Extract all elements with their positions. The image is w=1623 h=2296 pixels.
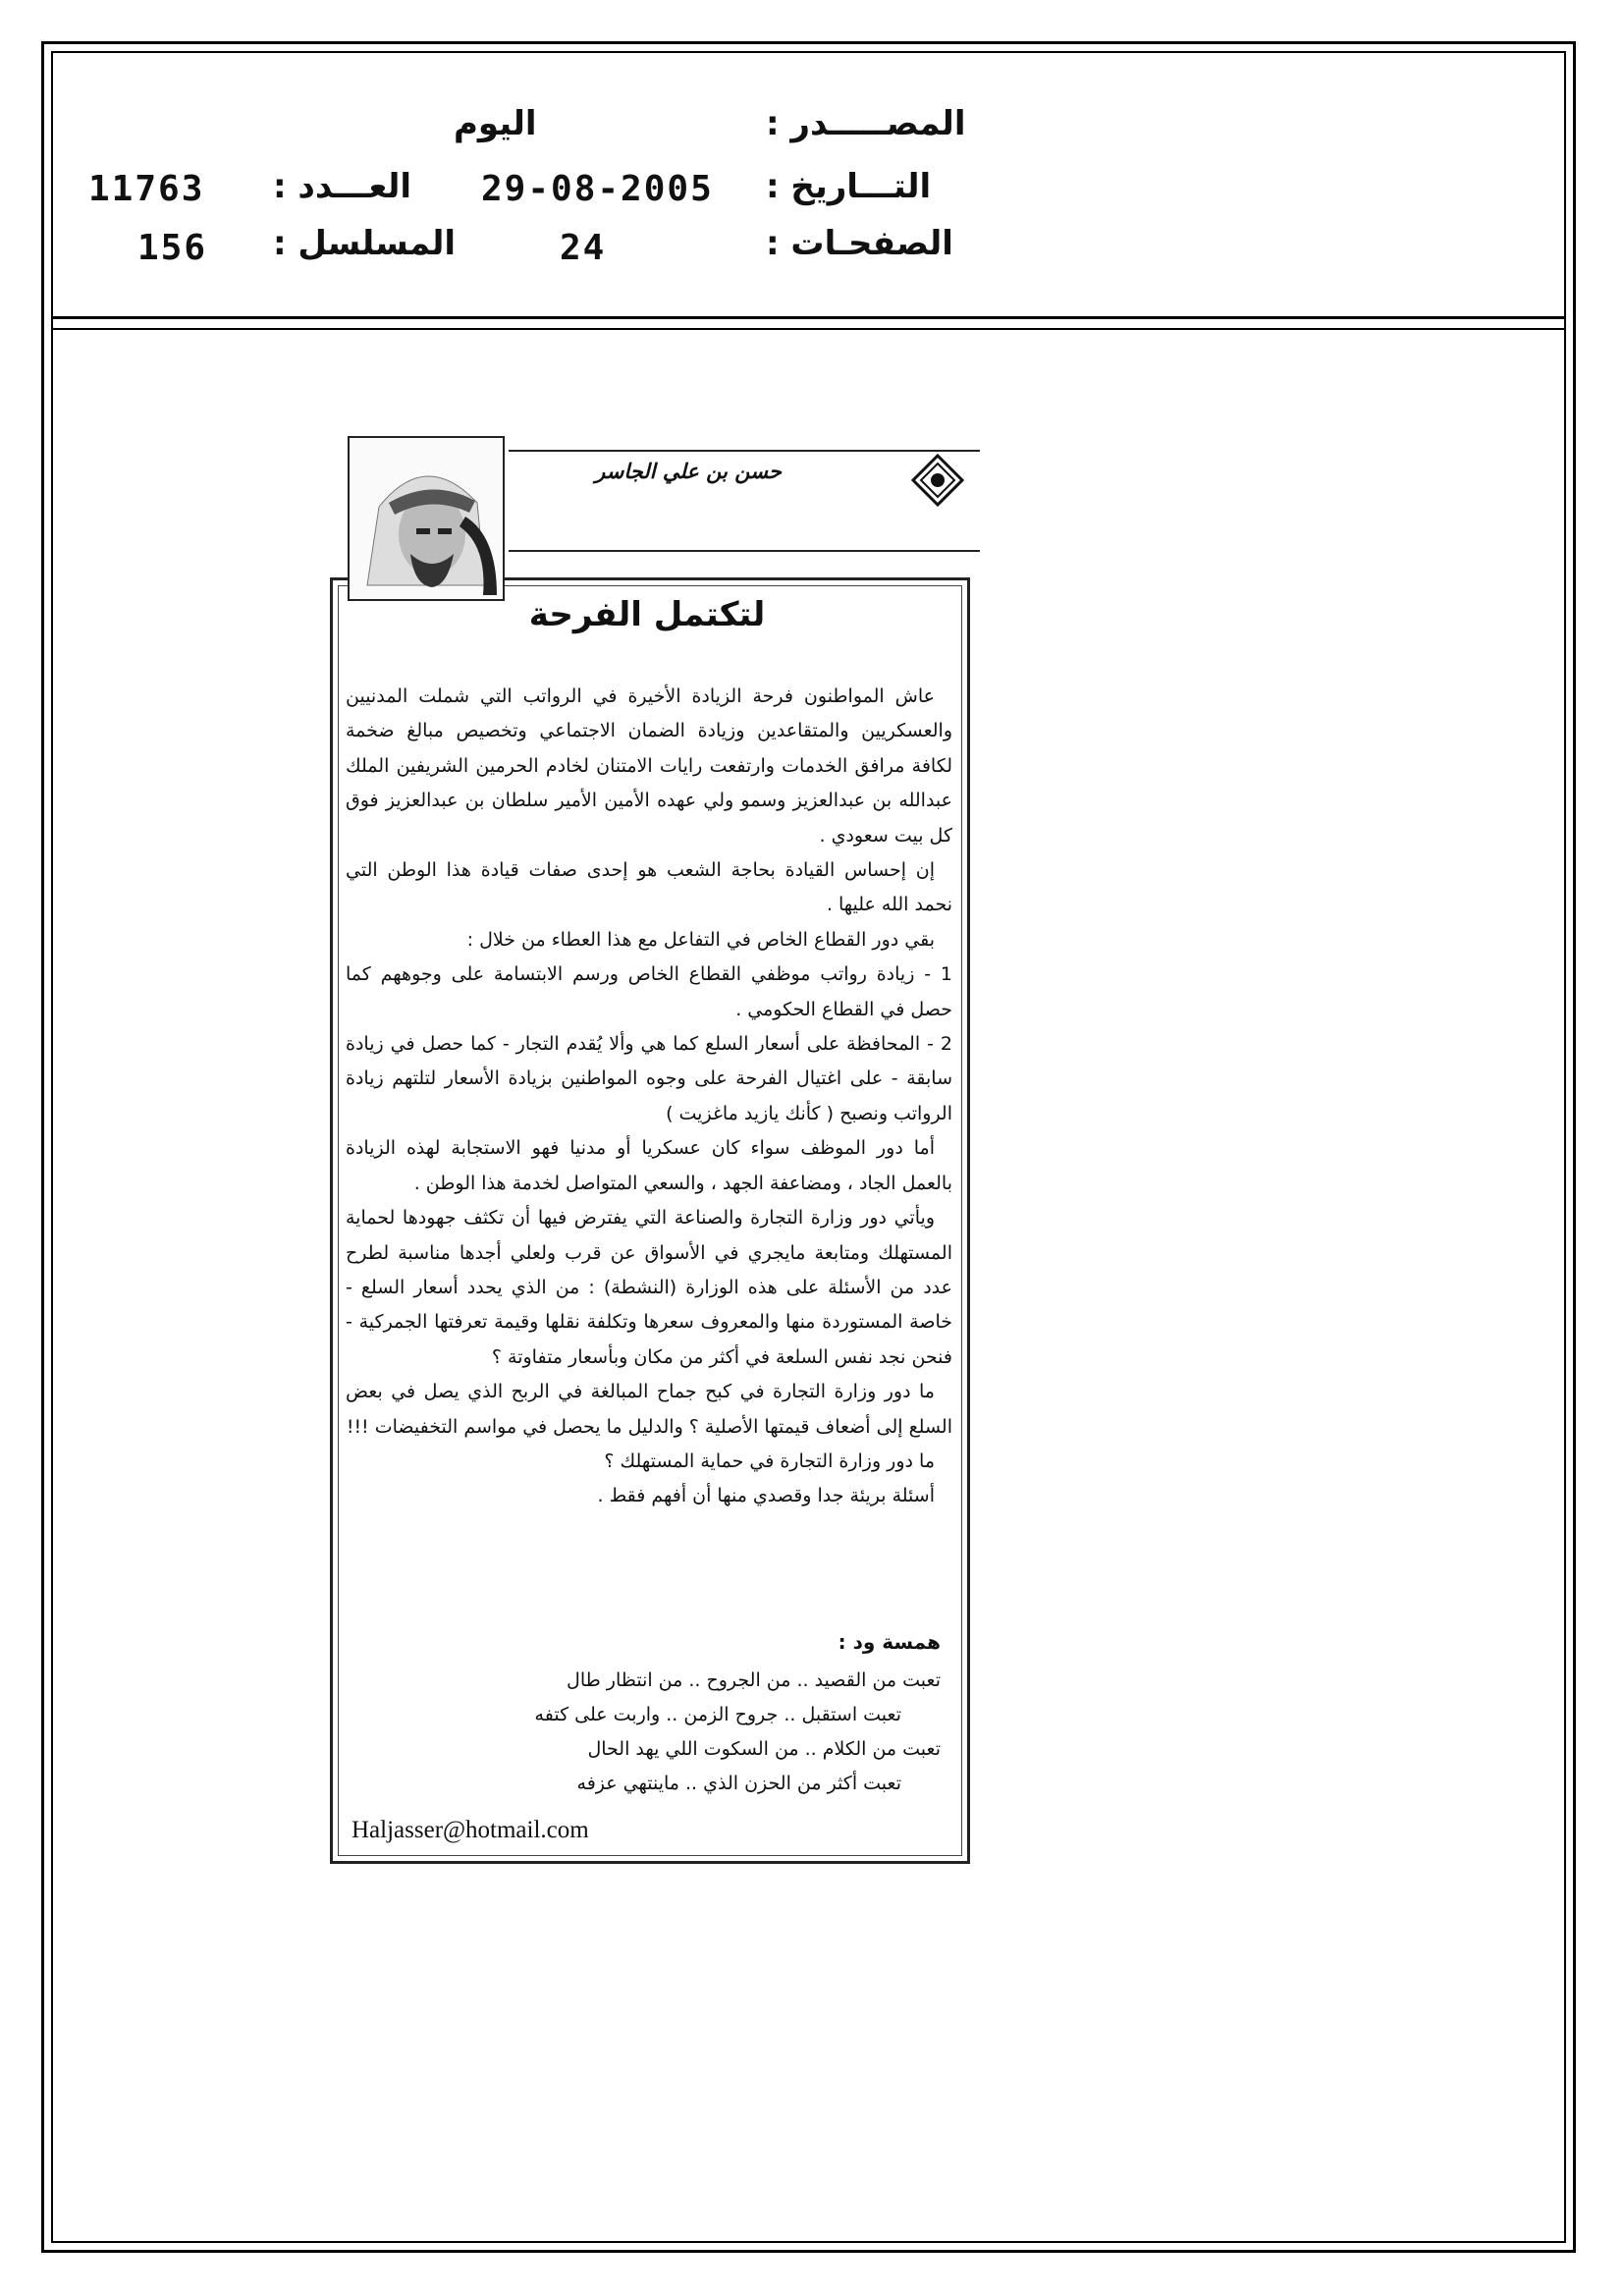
poem-line: تعبت استقبل .. جروح الزمن .. واربت على كتفه [534, 1704, 901, 1725]
source-value: اليوم [454, 104, 537, 143]
poem [346, 1664, 941, 1801]
article-title: لتكتمل الفرحة [528, 595, 766, 634]
source-label: المصـــــدر : [766, 104, 966, 143]
newspaper-clipping [312, 420, 980, 1874]
date-value: 29-08-2005 [481, 169, 714, 209]
author-portrait-icon [350, 438, 503, 599]
author-name: حسن بن علي الجاسر [595, 460, 782, 483]
paragraph: ما دور وزارة التجارة في حماية المستهلك ؟ [604, 1449, 935, 1472]
author-photo [348, 436, 505, 601]
paragraph: ما دور وزارة التجارة في كبح جماح المبالغة في الربح الذي يصل في بعض السلع إلى أضعاف قيمتها الأصلية ؟ والدليل ما يحصل في مواسم التخفيضات !!! [346, 1381, 952, 1438]
header-divider [51, 316, 1566, 319]
pages-value: 24 [560, 228, 607, 268]
paragraph: 2 - المحافظة على أسعار السلع كما هي وألا يُقدم التجار - كما حصل في زيادة سابقة - على اغتيال الفرحة على وجوه المواطنين بزيادة الأسعار لتلتهم زيادة الرواتب ونصبح ( كأنك يازيد ماغزيت ) [346, 1033, 952, 1124]
serial-label: المسلسل : [273, 224, 457, 263]
paragraph: أسئلة بريئة جدا وقصدي منها أن أفهم فقط . [597, 1485, 935, 1507]
poem-line: تعبت من الكلام .. من السكوت اللي يهد الحال [587, 1738, 941, 1760]
date-label: التـــاريخ : [766, 167, 932, 206]
serial-value: 156 [137, 228, 208, 268]
paragraph: إن إحساس القيادة بحاجة الشعب هو إحدى صفات قيادة هذا الوطن التي نحمد الله عليها . [346, 859, 952, 916]
author-email: Haljasser@hotmail.com [352, 1817, 589, 1843]
paragraph: أما دور الموظف سواء كان عسكريا أو مدنيا فهو الاستجابة لهذه الزيادة بالعمل الجاد ، ومضاعفة الجهد ، والسعي المتواصل لخدمة هذا الوطن . [346, 1137, 952, 1194]
header-divider-inner [51, 328, 1566, 330]
paragraph: عاش المواطنون فرحة الزيادة الأخيرة في الرواتب التي شملت المدنيين والعسكريين والمتقاعدين وزيادة الضمان الاجتماعي وتخصيص مبالغ ضخمة لكافة مرافق الخدمات وارتفعت رايات الامتنان لخادم الحرمين الشريفين الملك عبدالله بن عبدالعزيز وسمو ولي عهده الأمين الأمير سلطان بن عبدالعزيز فوق كل بيت سعودي . [346, 685, 952, 847]
poem-line: تعبت أكثر من الحزن الذي .. ماينتهي عزفه [576, 1773, 901, 1794]
paragraph: ويأتي دور وزارة التجارة والصناعة التي يفترض فيها أن تكثف جهودها لحماية المستهلك ومتابعة مايجري في الأسواق عن قرب ولعلي أجدها مناسبة لطرح عدد من الأسئلة على هذه الوزارة (النشطة) : من الذي يحدد أسعار السلع - خاصة المستوردة منها والمعروف سعرها وتكلفة نقلها وقيمة تعرفتها الجمركية - فنحن نجد نفس السلعة في أكثر من مكان وبأسعار متفاوتة ؟ [346, 1207, 952, 1368]
issue-label: العـــدد : [273, 167, 411, 206]
article-body [346, 680, 952, 1514]
poem-line: تعبت من القصيد .. من الجروح .. من انتظار طال [567, 1669, 941, 1691]
issue-value: 11763 [88, 169, 205, 209]
column-logo-icon [911, 454, 964, 507]
poem-heading: همسة ود : [838, 1630, 941, 1654]
pages-label: الصفحـات : [766, 224, 953, 263]
paragraph: 1 - زيادة رواتب موظفي القطاع الخاص ورسم الابتسامة على وجوههم كما حصل في القطاع الحكومي . [346, 963, 952, 1020]
paragraph: بقي دور القطاع الخاص في التفاعل مع هذا العطاء من خلال : [466, 928, 935, 951]
